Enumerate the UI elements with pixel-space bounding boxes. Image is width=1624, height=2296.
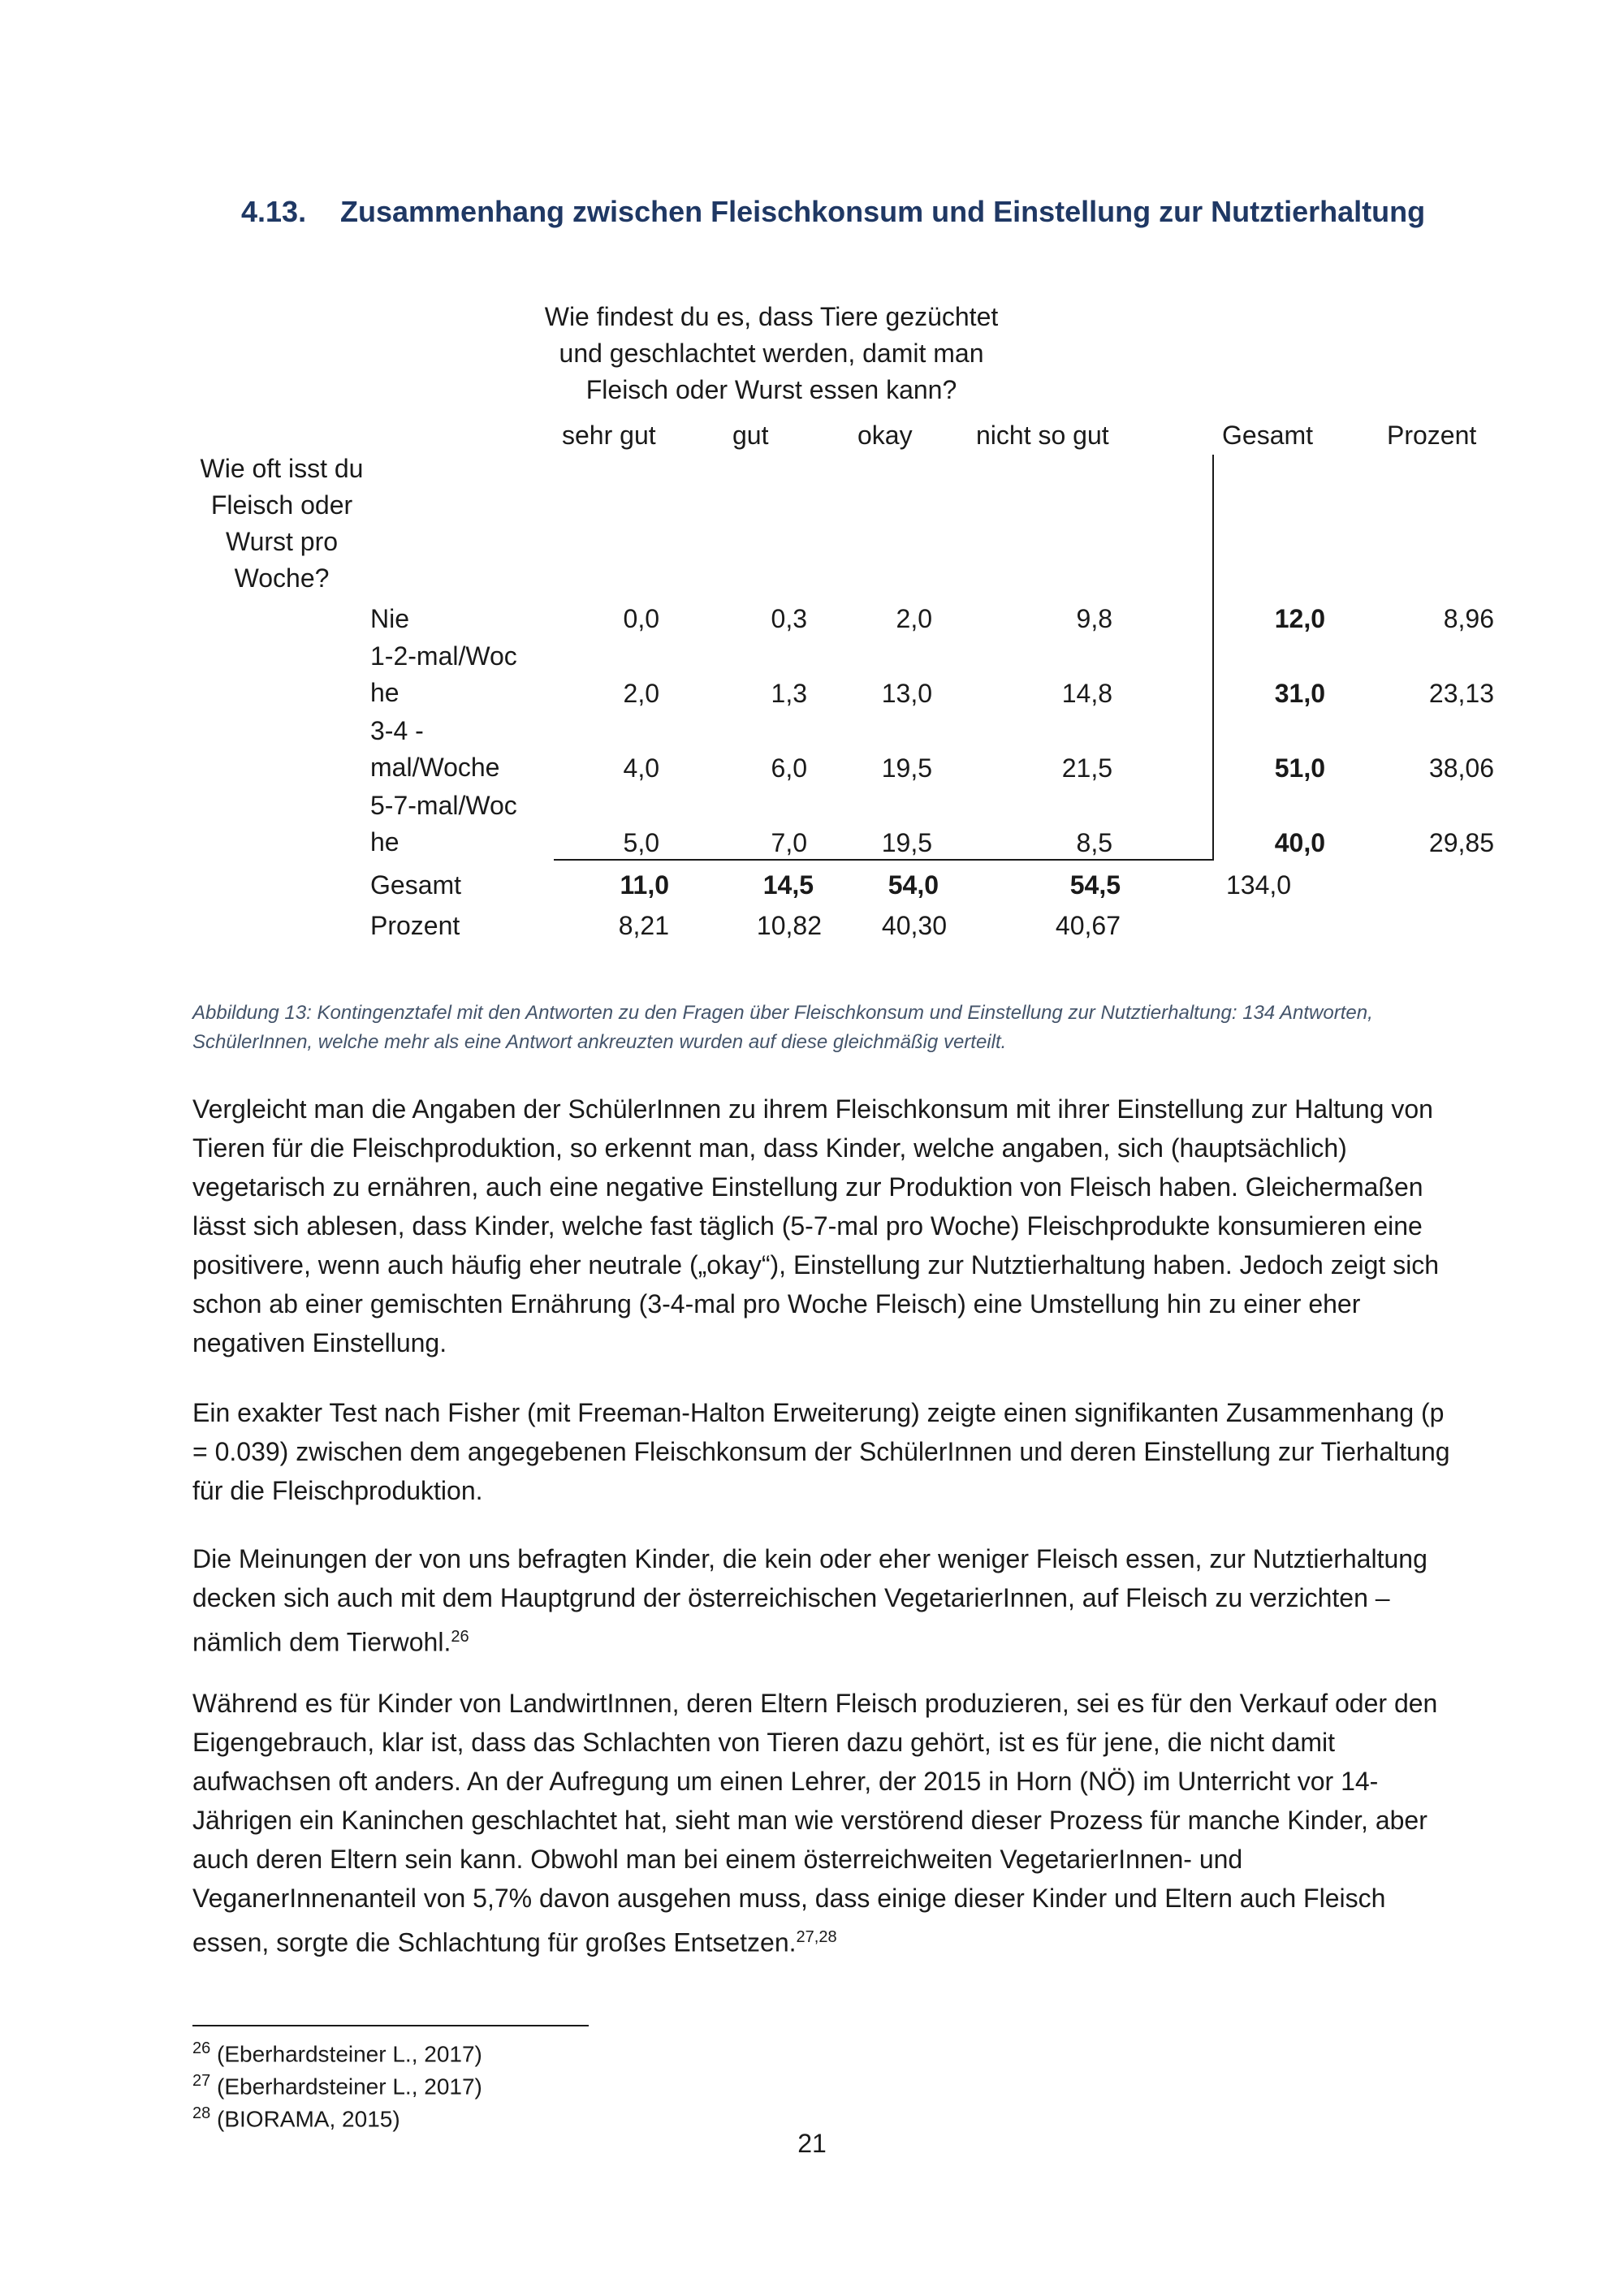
section-heading [241, 195, 1425, 229]
cell-value: 7,0 [771, 828, 807, 857]
footnote-ref[interactable]: 27,28 [796, 1928, 837, 1946]
row-percent: 38,06 [1428, 753, 1494, 783]
cell-value: 19,5 [881, 753, 932, 783]
row-total: 12,0 [1274, 604, 1325, 633]
column-percent: 40,30 [881, 911, 947, 940]
column-percent: 40,67 [1055, 911, 1121, 940]
col-header-sehr-gut: sehr gut [562, 421, 656, 450]
column-percent: 10,82 [756, 911, 822, 940]
row-total: 31,0 [1274, 679, 1325, 708]
footnote [192, 2072, 482, 2100]
cell-value: 21,5 [1061, 753, 1112, 783]
paragraph [192, 1539, 1459, 1662]
cell-value: 4,0 [623, 753, 659, 783]
column-total: 11,0 [620, 870, 669, 900]
column-percent: 8,21 [618, 911, 669, 940]
col-header-nicht-so-gut: nicht so gut [976, 421, 1109, 450]
col-header-gesamt: Gesamt [1222, 421, 1314, 450]
row-percent: 29,85 [1428, 828, 1494, 857]
footnote-number: 26 [192, 2039, 211, 2057]
cell-value: 6,0 [771, 753, 807, 783]
cell-value: 19,5 [881, 828, 932, 857]
footnote-text: (BIORAMA, 2015) [217, 2106, 400, 2132]
row-label: 3-4 -mal/Woche [370, 716, 500, 782]
cell-value: 14,8 [1061, 679, 1112, 708]
footnote-separator [192, 2025, 589, 2026]
col-header-gut: gut [732, 421, 769, 450]
paragraph [192, 1393, 1459, 1510]
footnote-ref[interactable]: 26 [451, 1628, 469, 1646]
paragraph [192, 1090, 1459, 1362]
row-total: 40,0 [1274, 828, 1325, 857]
section-title: Zusammenhang zwischen Fleischkonsum und Einstellung zur Nutztierhaltung [340, 195, 1426, 228]
cell-value: 0,0 [623, 604, 659, 633]
footnote-number: 28 [192, 2104, 211, 2122]
row-label: Nie [370, 604, 410, 633]
cell-value: 5,0 [623, 828, 659, 857]
row-label: Prozent [370, 911, 460, 940]
paragraph-text: Ein exakter Test nach Fisher (mit Freeman-Halton Erweiterung) zeigte einen signifikanten Zusammenhang (p = 0.039) zwischen dem angegebenen Fleischkonsum der SchülerInnen und deren Einstellung zur Tierhaltung für die Fleischproduktion. [192, 1398, 1450, 1505]
row-label: 5-7-mal/Woche [370, 791, 517, 857]
cell-value: 1,3 [771, 679, 807, 708]
page-number: 21 [797, 2129, 827, 2158]
footnote-number: 27 [192, 2072, 211, 2090]
cell-value: 13,0 [881, 679, 932, 708]
column-question: Wie findest du es, dass Tiere gezüchtet und geschlachtet werden, damit man Fleisch oder Wurst essen kann? [544, 302, 999, 404]
figure-caption: Abbildung 13: Kontingenztafel mit den Antworten zu den Fragen über Fleischkonsum und Einstellung zur Nutztierhaltung: 134 Antworten, SchülerInnen, welche mehr als eine Antwort ankreuzten wurden auf diese gleichmäßig verteilt. [192, 1002, 1373, 1053]
paragraph-text: Vergleicht man die Angaben der SchülerInnen zu ihrem Fleischkonsum mit ihrer Einstellung zur Haltung von Tieren für die Fleischproduktion, so erkennt man, dass Kinder, welche angaben, sich (hauptsächlich) vegetarisch zu ernähren, auch eine negative Einstellung zur Produktion von Fleisch haben. Gleichermaßen lässt sich ablesen, dass Kinder, welche fast täglich (5-7-mal pro Woche) Fleischprodukte konsumieren eine positivere, wenn auch häufig eher neutrale („okay“), Einstellung zur Nutztierhaltung haben. Jedoch zeigt sich schon ab einer gemischten Ernährung (3-4-mal pro Woche Fleisch) eine Umstellung hin zu einer eher negativen Einstellung. [192, 1094, 1440, 1357]
row-percent: 23,13 [1428, 679, 1494, 708]
paragraph-text: Während es für Kinder von LandwirtInnen, deren Eltern Fleisch produzieren, sei es für den Verkauf oder den Eigengebrauch, klar ist, dass das Schlachten von Tieren dazu gehört, ist es für jene, die nicht damit aufwachsen oft anders. An der Aufregung um einen Lehrer, der 2015 in Horn (NÖ) im Unterricht vor 14-Jährigen ein Kaninchen geschlachtet hat, sieht man wie verstörend dieser Prozess für manche Kinder, aber auch deren Eltern sein kann. Obwohl man bei einem österreichweiten VegetarierInnen- und VeganerInnenanteil von 5,7% davon ausgehen muss, dass einige dieser Kinder und Eltern auch Fleisch essen, sorgte die Schlachtung für großes Entsetzen. [192, 1689, 1438, 1957]
cell-value: 9,8 [1076, 604, 1112, 633]
paragraph-text: Die Meinungen der von uns befragten Kinder, die kein oder eher weniger Fleisch essen, zur Nutztierhaltung decken sich auch mit dem Hauptgrund der österreichischen VegetarierInnen, auf Fleisch zu verzichten – nämlich dem Tierwohl. [192, 1544, 1427, 1657]
column-total: 54,5 [1069, 870, 1121, 900]
footnote [192, 2039, 482, 2067]
row-label: Gesamt [370, 870, 462, 900]
table-vertical-divider [1212, 455, 1214, 861]
column-total: 14,5 [762, 870, 814, 900]
paragraph [192, 1684, 1459, 1962]
row-total: 51,0 [1274, 753, 1325, 783]
row-percent: 8,96 [1443, 604, 1494, 633]
row-label: 1-2-mal/Woche [370, 641, 517, 707]
footnote-text: (Eberhardsteiner L., 2017) [217, 2041, 482, 2067]
column-total: 54,0 [888, 870, 939, 900]
cell-value: 2,0 [623, 679, 659, 708]
col-header-okay: okay [857, 421, 913, 450]
col-header-prozent: Prozent [1387, 421, 1477, 450]
cell-value: 2,0 [896, 604, 932, 633]
section-number: 4.13. [241, 195, 307, 228]
row-question: Wie oft isst du Fleisch oder Wurst pro Woche? [200, 454, 364, 593]
grand-total: 134,0 [1226, 870, 1292, 900]
cell-value: 8,5 [1076, 828, 1112, 857]
cell-value: 0,3 [771, 604, 807, 633]
footnote-text: (Eberhardsteiner L., 2017) [217, 2074, 482, 2100]
